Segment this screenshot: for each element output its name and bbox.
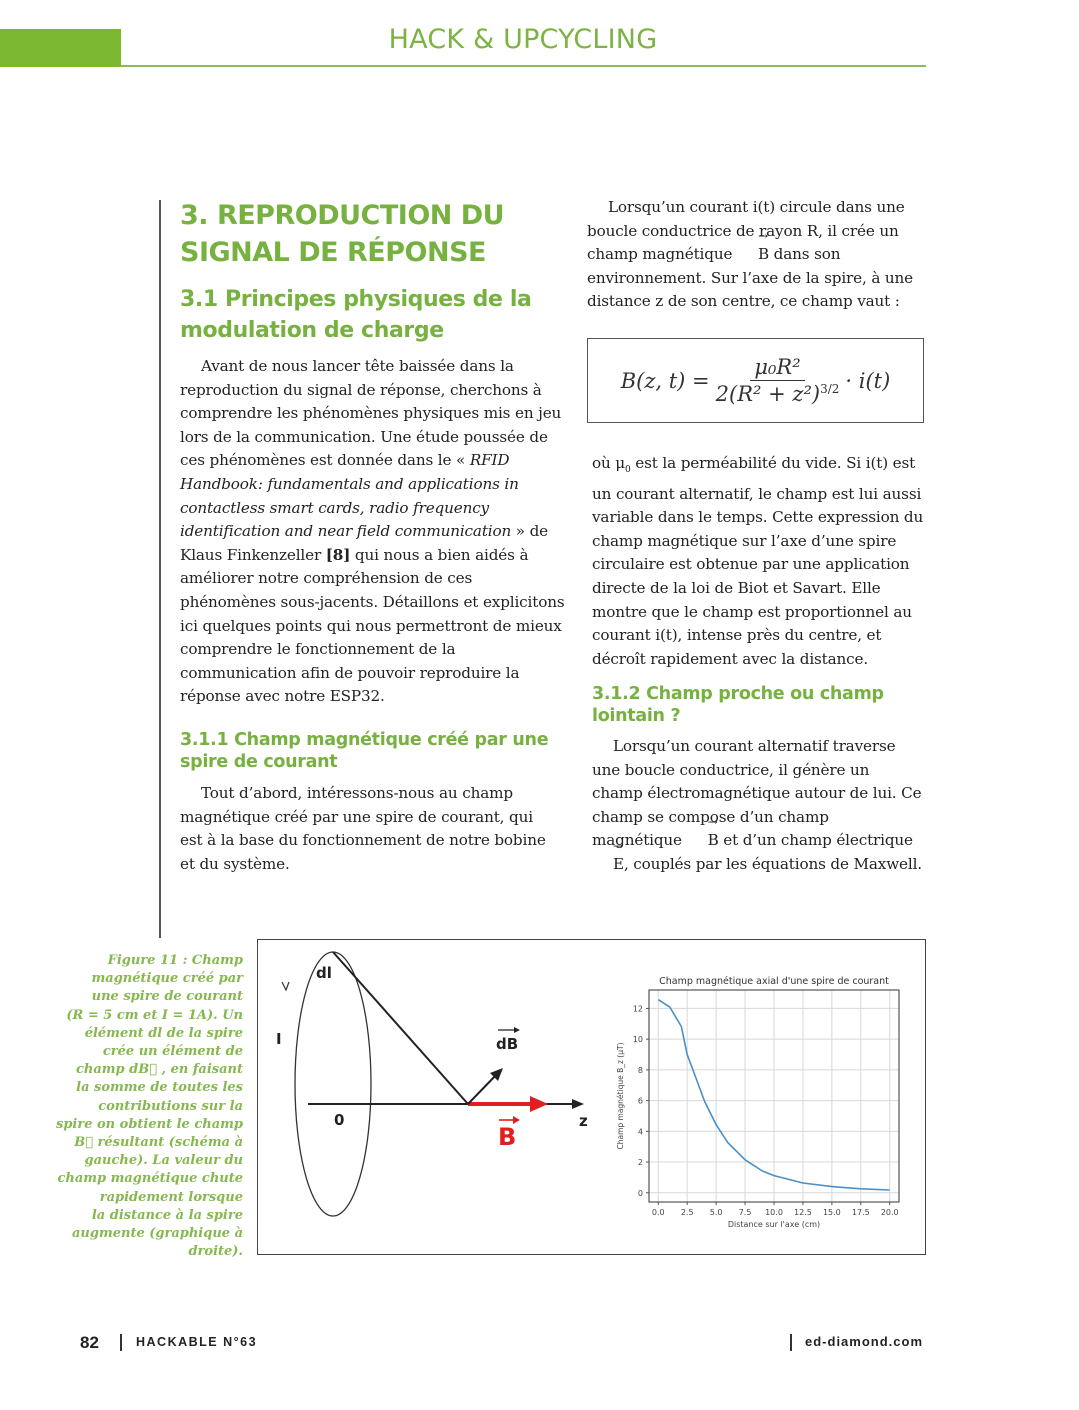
page-number: 82: [80, 1333, 99, 1352]
label-dB: dB: [496, 1035, 519, 1053]
y-tick-label: 4: [637, 1127, 643, 1137]
subscript: 0: [625, 465, 631, 476]
website-link[interactable]: ed-diamond.com: [805, 1334, 924, 1349]
label-B: B: [498, 1123, 517, 1151]
y-tick-label: 12: [632, 1004, 643, 1014]
text: est la perméabilité du vide. Si i(t) est un courant alternatif, le champ est lui aussi variable dans le temps. Cette expression du champ magnétique sur l’axe d’une spire circulaire est obtenue par une application directe de la loi de Biot et Savart. Elle montre que le champ est proportionnel au courant i(t), intense près du centre, et décroît rapidement avec la distance.: [592, 454, 924, 668]
formula-denominator: [716, 381, 840, 406]
x-tick-label: 2.5: [680, 1208, 694, 1217]
caption-line: Figure 11 : Champ: [107, 953, 243, 968]
field-chart: [616, 976, 899, 1229]
footer-separator: [120, 1334, 122, 1351]
book-title: RFID Handbook: fundamentals and applications in contactless smart cards, radio frequency identification and near field communication: [180, 451, 519, 541]
caption-line: la somme de toutes les: [76, 1080, 243, 1096]
caption-line: B⃗ résultant (schéma à: [74, 1135, 243, 1151]
B-vector-arrowhead: [530, 1096, 548, 1112]
y-tick-label: 0: [637, 1188, 643, 1198]
caption-line: augmente (graphique à: [72, 1226, 243, 1242]
figure-svg: [258, 940, 924, 1253]
paragraph-permeability: [592, 452, 930, 671]
header-rule: [121, 65, 926, 67]
den-base: 2(R² + z²): [715, 382, 821, 406]
current-direction-arrow: [282, 982, 289, 990]
paragraph-near-far: [592, 735, 922, 877]
paragraph-spire-text: Tout d’abord, intéressons-nous au champ magnétique créé par une spire de courant, qui est à la base du fonctionnement de notre bobine et du système.: [180, 784, 546, 873]
vector-B: → B: [737, 243, 769, 267]
magazine-issue: HACKABLE N°63: [136, 1335, 258, 1349]
text: Lorsqu’un courant alternatif traverse une boucle conductrice, il génère un champ électromagnétique autour de lui. Ce champ se compose d’un champ magnétique: [592, 737, 922, 850]
figure-11: [257, 939, 926, 1255]
caption-line: magnétique créé par: [91, 971, 243, 987]
y-tick-label: 8: [637, 1065, 643, 1075]
caption-line: champ magnétique chute: [57, 1171, 243, 1187]
caption-line: la distance à la spire: [91, 1207, 243, 1223]
y-tick-label: 10: [632, 1035, 643, 1045]
current-loop: [295, 952, 371, 1216]
intro-paragraph: [180, 355, 570, 709]
label-z: z: [579, 1112, 588, 1130]
formula-numerator: μ₀R²: [750, 355, 804, 381]
section-title: HACK & UPCYCLING: [388, 24, 658, 55]
reference-link[interactable]: [8]: [325, 545, 351, 564]
x-tick-label: 15.0: [822, 1208, 841, 1217]
paragraph-spire: [180, 782, 560, 876]
caption-line: élément dl de la spire: [84, 1025, 243, 1041]
intro-text-start: Avant de nous lancer tête baissée dans la reproduction du signal de réponse, cherchons à comprendre les phénomènes physiques mis en jeu lors de la communication. Une étude poussée de ces phénomènes est donnée dans le «: [180, 357, 562, 470]
caption-line: gauche). La valeur du: [84, 1153, 243, 1169]
footer-separator: [790, 1334, 792, 1351]
column-rule: [159, 200, 161, 938]
x-tick-label: 7.5: [738, 1208, 752, 1217]
intro-text-end: qui nous a bien aidés à améliorer notre compréhension de ces phénomènes sous-jacents. Détaillons et explicitons ici quelques points qui nous permettront de mieux comprendre le fonctionnement de la communication afin de pouvoir reproduire la réponse avec notre ESP32.: [180, 545, 565, 706]
x-tick-label: 17.5: [851, 1208, 870, 1217]
caption-line: champ dB⃗ , en faisant: [75, 1062, 243, 1078]
y-tick-label: 6: [637, 1096, 643, 1106]
formula-rhs: · i(t): [845, 368, 891, 393]
heading-subsection-2: 3.1.2 Champ proche ou champ lointain ?: [592, 684, 884, 726]
x-tick-label: 10.0: [765, 1208, 783, 1217]
y-tick-label: 2: [637, 1158, 643, 1168]
label-origin: 0: [334, 1111, 345, 1129]
vector-B: → B: [687, 829, 719, 853]
x-tick-label: 12.5: [794, 1208, 812, 1217]
text: et d’un champ électrique: [718, 831, 913, 850]
intro-text-mid: » de Klaus Finkenzeller: [180, 522, 549, 564]
heading-chapter: 3. REPRODUCTION DU SIGNAL DE RÉPONSE: [180, 200, 505, 268]
paragraph-current-loop: [587, 196, 929, 314]
dB-vector: [468, 1073, 498, 1104]
text: dans son environnement. Sur l’axe de la spire, à une distance z de son centre, ce champ vaut :: [587, 245, 914, 311]
den-exp: 3/2: [820, 382, 840, 396]
x-tick-label: 5.0: [709, 1208, 723, 1217]
caption-line: spire on obtient le champ: [56, 1116, 243, 1132]
dl-line: [333, 952, 468, 1104]
formula-lhs: B(z, t) =: [620, 368, 710, 393]
caption-line: (R = 5 cm et I = 1A). Un: [66, 1007, 243, 1023]
text: , couplés par les équations de Maxwell.: [623, 854, 922, 873]
heading-subsection-1: 3.1.1 Champ magnétique créé par une spire de courant: [180, 730, 549, 772]
text: Lorsqu’un courant i(t) circule dans une boucle conductrice de rayon R, il crée un champ magnétique: [587, 198, 905, 264]
heading-section: 3.1 Principes physiques de la modulation de charge: [180, 287, 532, 343]
vector-E: → E: [592, 853, 624, 877]
caption-line: une spire de courant: [91, 989, 243, 1005]
figure-caption: [55, 952, 243, 1261]
x-tick-label: 20.0: [880, 1208, 899, 1217]
x-tick-label: 0.0: [651, 1208, 665, 1217]
formula-box: [587, 338, 924, 423]
text: où μ: [592, 454, 626, 472]
caption-line: rapidement lorsque: [99, 1189, 243, 1205]
x-axis-label: Distance sur l'axe (cm): [727, 1220, 821, 1229]
label-dl: dl: [316, 964, 332, 982]
caption-line: crée un élément de: [102, 1044, 243, 1060]
z-axis-arrowhead: [572, 1099, 584, 1109]
caption-line: contributions sur la: [98, 1098, 243, 1114]
loop-diagram: [276, 952, 588, 1216]
caption-line: droite).: [188, 1244, 243, 1260]
y-axis-label: Champ magnétique B_z (μT): [616, 1042, 625, 1150]
label-I: I: [276, 1030, 282, 1048]
chart-title: Champ magnétique axial d'une spire de courant: [659, 976, 889, 987]
formula-fraction: [716, 355, 840, 406]
